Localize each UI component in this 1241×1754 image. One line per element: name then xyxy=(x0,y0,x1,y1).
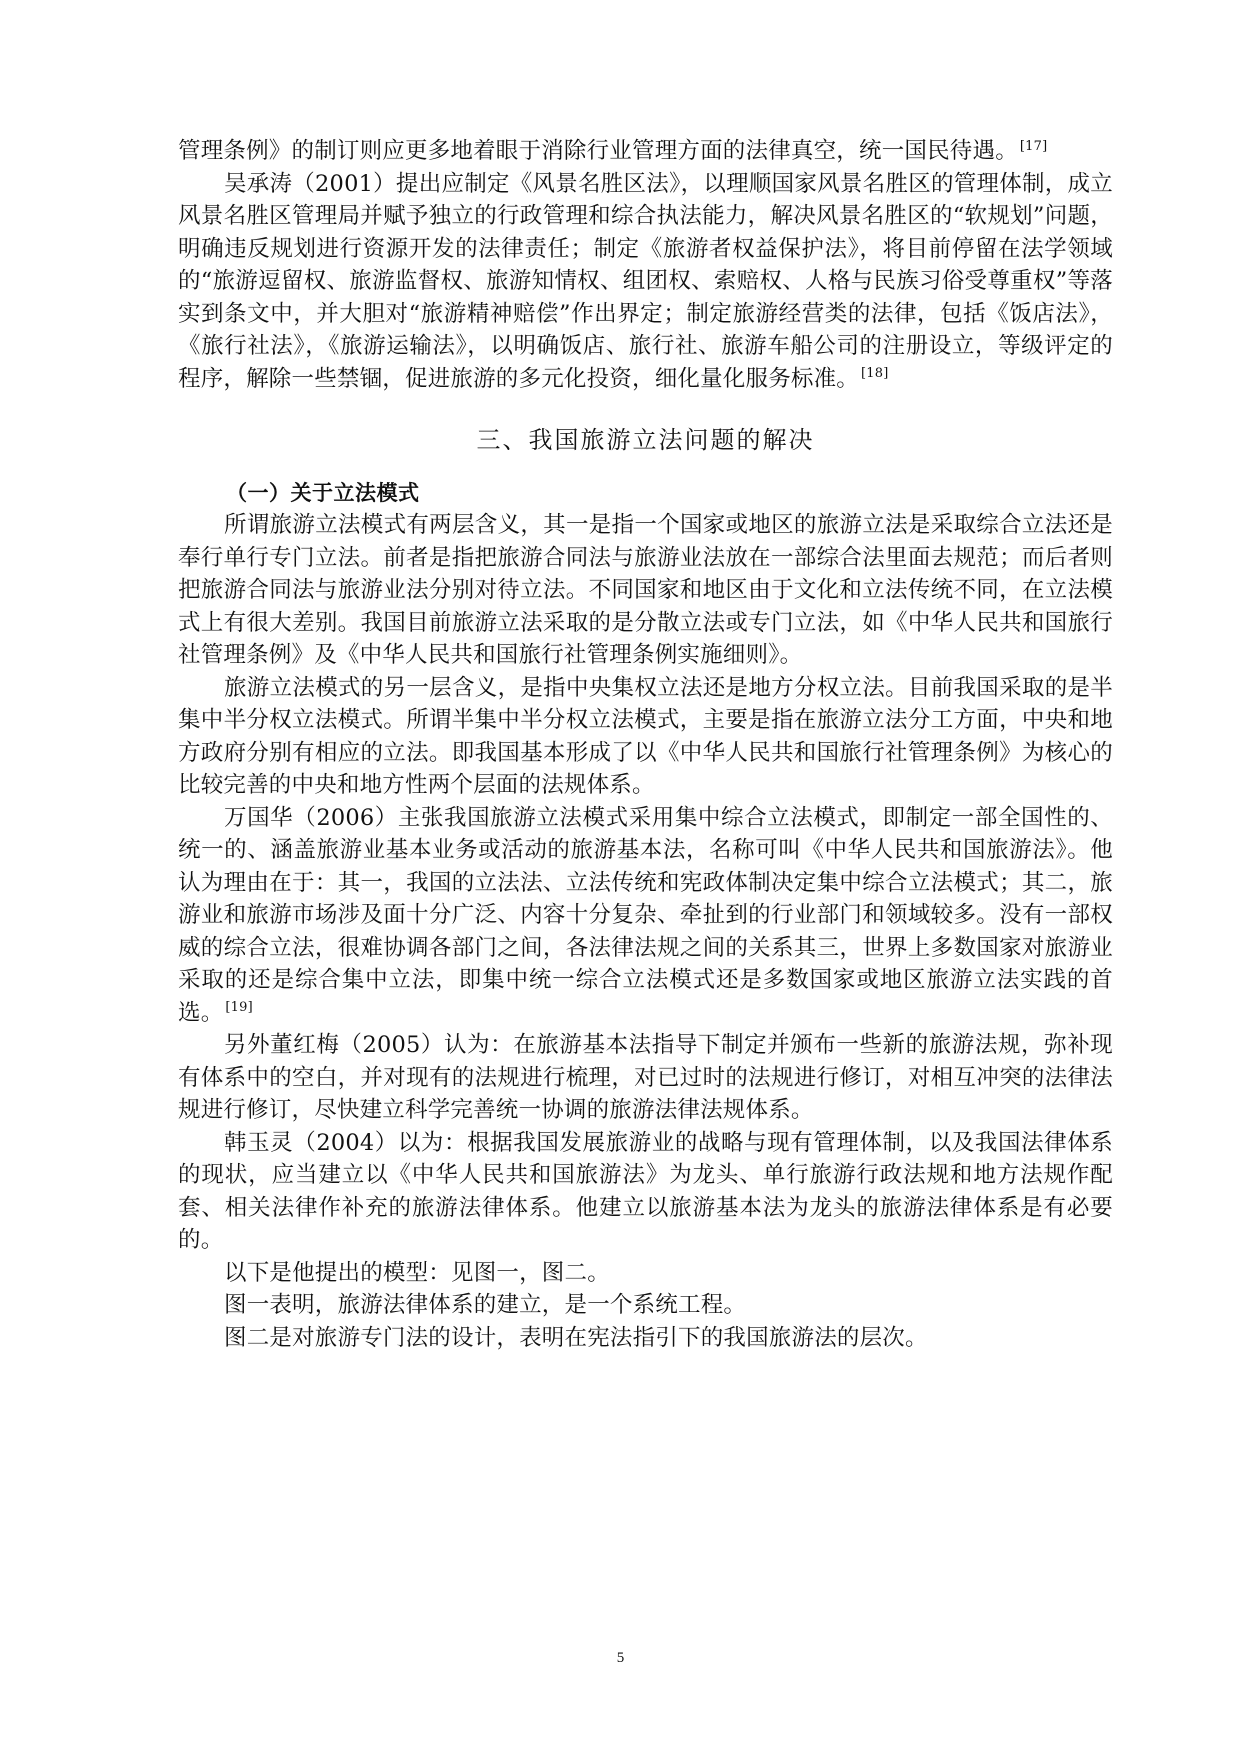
page-number: 5 xyxy=(616,1650,625,1666)
subsection-title: （一）关于立法模式 xyxy=(226,481,420,505)
paragraph-text: 图一表明，旅游法律体系的建立，是一个系统工程。 xyxy=(224,1292,747,1318)
paragraph-text: 管理条例》的制订则应更多地着眼于消除行业管理方面的法律真空，统一国民待遇。 xyxy=(178,138,1018,164)
paragraph-text: 旅游立法模式的另一层含义，是指中央集权立法还是地方分权立法。目前我国采取的是半集中半分权立法模式。所谓半集中半分权立法模式，主要是指在旅游立法分工方面，中央和地方政府分别有相应的立法。即我国基本形成了以《中华人民共和国旅行社管理条例》为核心的比较完善的中央和地方性两个层面的法规体系。 xyxy=(178,674,1113,798)
paragraph-text: 吴承涛（2001）提出应制定《风景名胜区法》，以理顺国家风景名胜区的管理体制，成立风景名胜区管理局并赋予独立的行政管理和综合执法能力，解决风景名胜区的“软规划”问题，明确违反规划进行资源开发的法律责任；制定《旅游者权益保护法》，将目前停留在法学领域的“旅游逗留权、旅游监督权、旅游知情权、组团权、索赔权、人格与民族习俗受尊重权”等落实到条文中，并大胆对“旅游精神赔偿”作出界定；制定旅游经营类的法律，包括《饭店法》，《旅行社法》，《旅游运输法》，以明确饭店、旅行社、旅游车船公司的注册设立，等级评定的程序，解除一些禁锢，促进旅游的多元化投资，细化量化服务标准。 xyxy=(178,170,1113,392)
paragraph-wan-guohua xyxy=(178,802,1113,1030)
citation-ref: [18] xyxy=(861,366,889,381)
paragraph-legislative-mode-definition xyxy=(178,509,1113,672)
page-content xyxy=(178,135,1113,1354)
paragraph-text: 所谓旅游立法模式有两层含义，其一是指一个国家或地区的旅游立法是采取综合立法还是奉行单行专门立法。前者是指把旅游合同法与旅游业法放在一部综合法里面去规范；而后者则把旅游合同法与旅游业法分别对待立法。不同国家和地区由于文化和立法传统不同，在立法模式上有很大差别。我国目前旅游立法采取的是分散立法或专门立法，如《中华人民共和国旅行社管理条例》及《中华人民共和国旅行社管理条例实施细则》。 xyxy=(178,512,1113,668)
paragraph-dong-hongmei xyxy=(178,1029,1113,1127)
paragraph-text: 万国华（2006）主张我国旅游立法模式采用集中综合立法模式，即制定一部全国性的、统一的、涵盖旅游业基本业务或活动的旅游基本法，名称可叫《中华人民共和国旅游法》。他认为理由在于：其一，我国的立法法、立法传统和宪政体制决定集中综合立法模式；其二，旅游业和旅游市场涉及面十分广泛、内容十分复杂、牵扯到的行业部门和领域较多。没有一部权威的综合立法，很难协调各部门之间，各法律法规之间的关系其三，世界上多数国家对旅游业采取的还是综合集中立法，即集中统一综合立法模式还是多数国家或地区旅游立法实践的首选。 xyxy=(178,804,1113,1026)
paragraph-text: 以下是他提出的模型：见图一，图二。 xyxy=(224,1259,610,1286)
paragraph-text: 韩玉灵（2004）以为：根据我国发展旅游业的战略与现有管理体制，以及我国法律体系的现状，应当建立以《中华人民共和国旅游法》为龙头、单行旅游行政法规和地方法规作配套、相关法律作补充的旅游法律体系。他建立以旅游基本法为龙头的旅游法律体系是有必要的。 xyxy=(178,1129,1113,1253)
citation-ref: [19] xyxy=(225,1000,253,1015)
paragraph-figure-two xyxy=(178,1322,1113,1355)
section-title: 三、我国旅游立法问题的解决 xyxy=(476,426,815,454)
paragraph-text: 另外董红梅（2005）认为：在旅游基本法指导下制定并颁布一些新的旅游法规，弥补现有体系中的空白，并对现有的法规进行梳理，对已过时的法规进行修订，对相互冲突的法律法规进行修订，尽快建立科学完善统一协调的旅游法律法规体系。 xyxy=(178,1032,1113,1123)
citation-ref: [17] xyxy=(1019,138,1048,154)
paragraph-han-yuling xyxy=(178,1127,1113,1257)
paragraph-model-intro xyxy=(178,1257,1113,1290)
paragraph-wu-chengtao xyxy=(178,168,1113,396)
paragraph-text: 图二是对旅游专门法的设计，表明在宪法指引下的我国旅游法的层次。 xyxy=(224,1324,928,1351)
paragraph-central-local-mode xyxy=(178,672,1113,802)
paragraph-continued xyxy=(178,135,1113,168)
paragraph-figure-one xyxy=(178,1289,1113,1322)
